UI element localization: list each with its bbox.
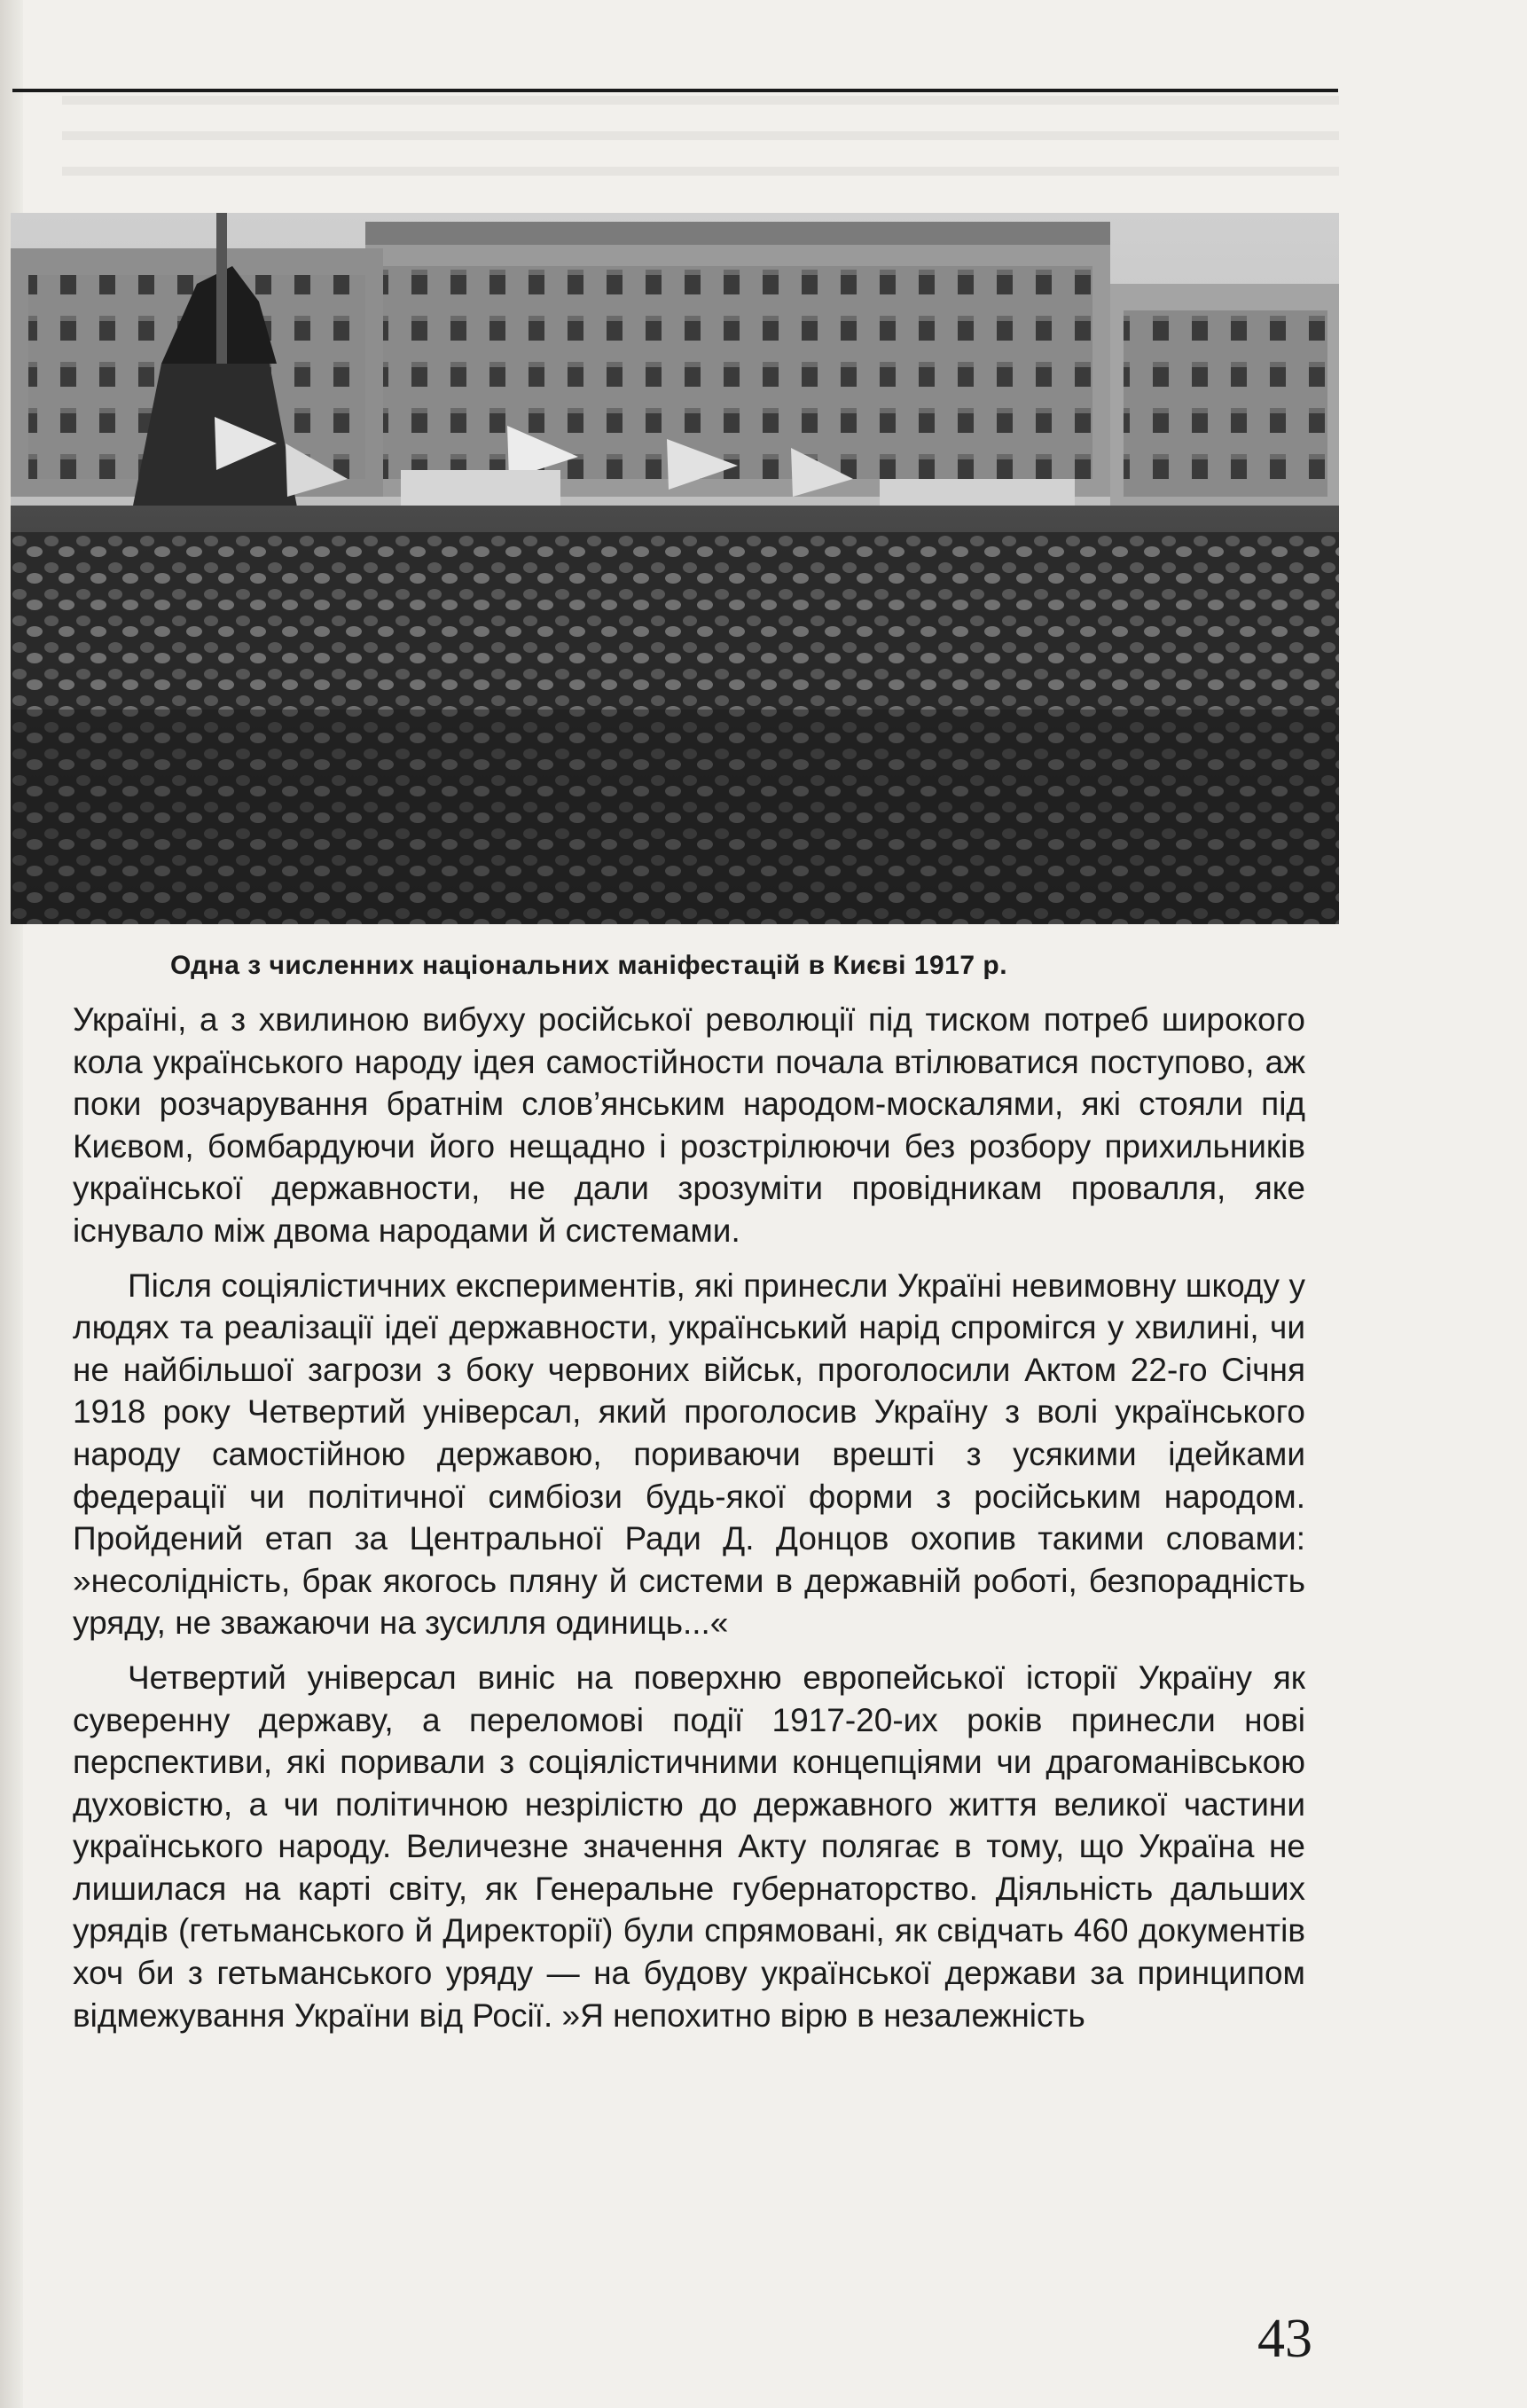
- photo-caption: Одна з численних національних маніфестацій в Києві 1917 р.: [170, 951, 1008, 980]
- paragraph: Четвертий універсал виніс на поверхню европейської історії Україну як суверенну державу, а переломові події 1917-20-их років принесли нові перспективи, які поривали з соціялістичними концепціями чи драгоманівською духовістю, а чи політичною незрілістю до державного життя великої частини українського народу. Величезне значення Акту полягає в тому, що Україна не лишилася на карті світу, як Генеральне губернаторство. Діяльність дальших урядів (гетьманського й Директорії) були спрямовані, як свідчать 460 документів хоч би з гетьманського уряду — на будову української держави за принципом відмежування України від Росії. »Я непохитно вірю в незалежність: [73, 1659, 1305, 2034]
- page-number: 43: [1257, 2309, 1312, 2369]
- show-through-text: [62, 96, 1339, 202]
- paragraph: Після соціялістичних експериментів, які принесли Україні невимовну шкоду у людях та реалізації ідеї державности, український нарід спромігся у хвилині, чи не найбільшої загрози з боку червоних військ, проголосили Актом 22-го Січня 1918 року Четвертий універсал, який проголосив Україну з волі українського народу самостійною державою, пориваючи врешті з усякими ідейками федерації чи політичної симбіози будь-якої форми з російським народом. Пройдений етап за Центральної Ради Д. Донцов охопив такими словами: »несолідність, брак якогось пляну й системи в державній роботі, безпорадність уряду, не зважаючи на зусилля одиниць...«: [73, 1267, 1305, 1642]
- body-text: [73, 999, 1305, 2036]
- paragraph: Україні, а з хвилиною вибуху російської революції під тиском потреб широкого кола українського народу ідея самостійности почала втілюватися поступово, аж поки розчарування братнім слов’янським народом-москалями, які стояли під Києвом, бомбардуючи його нещадно і розстрілюючи без розбору прихильників української державности, не дали зрозуміти провідникам провалля, яке існувало між двома народами й системами.: [73, 1001, 1305, 1249]
- historical-photo: [11, 213, 1339, 924]
- top-rule: [12, 89, 1338, 92]
